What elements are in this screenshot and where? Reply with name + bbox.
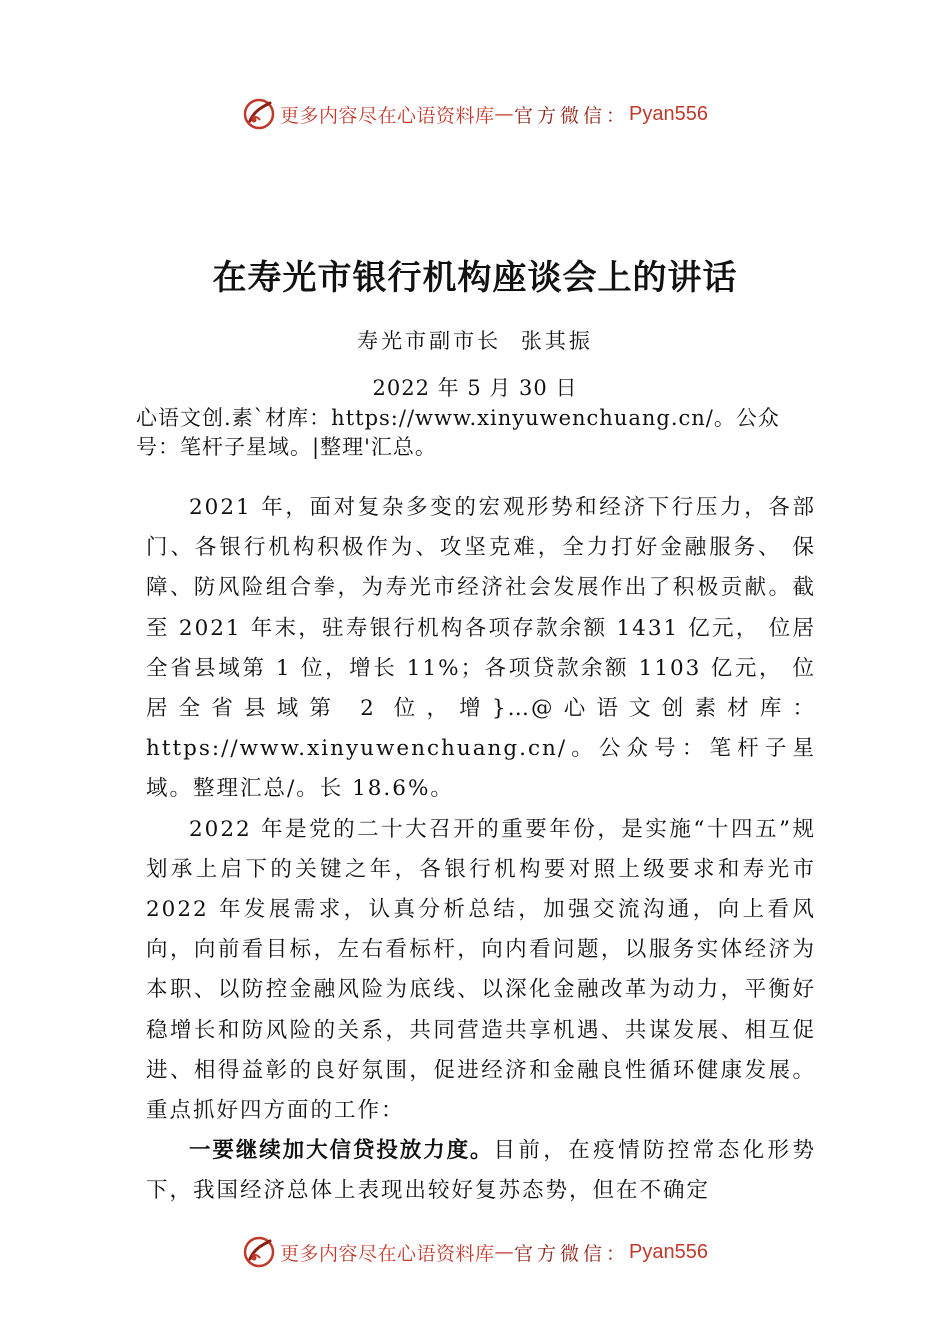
author-line xyxy=(0,325,950,355)
author-name: 张其振 xyxy=(520,329,593,353)
section-heading-1: 一要继续加大信贷投放力度。 xyxy=(189,1138,494,1164)
paragraph-1: 2021 年，面对复杂多变的宏观形势和经济下行压力，各部门、各银行机构积极作为、攻坚克难，全力打好金融服务、 保障、防风险组合拳，为寿光市经济社会发展作出了积极贡献。截至 2021 年末，驻寿银行机构各项存款余额 1431 亿元， 位居全省县域第 1 位，增长 11%；各项贷款余额 1103 亿元， 位居全省县域第 2 位，增}…@心语文创素材库：https://www.xinyuwenchuang.cn/。公众号：笔杆子星域。整理汇总/。长 18.6%。 xyxy=(146,495,816,802)
brush-logo-icon xyxy=(242,1235,276,1269)
document-title: 在寿光市银行机构座谈会上的讲话 xyxy=(212,258,738,298)
banner-text: 更多内容尽在心语资料库 xyxy=(280,1242,495,1265)
document-body xyxy=(146,488,816,1212)
banner-wechat-id: Pyan556 xyxy=(629,102,708,125)
banner-wechat-id: Pyan556 xyxy=(629,1240,708,1263)
banner-wechat-label: 官方微信： xyxy=(514,1242,630,1265)
paragraph-3-text: 目前，在疫情防控常态化形势下，我国经济总体上表现出较好复苏态势，但在不确定 xyxy=(146,1138,816,1204)
header-watermark-banner xyxy=(0,92,950,136)
paragraph-2: 2022 年是党的二十大召开的重要年份，是实施“十四五”规划承上启下的关键之年，各银行机构要对照上级要求和寿光市 2022 年发展需求，认真分析总结，加强交流沟通，向上看风向，向前看目标，左右看标杆，向内看问题，以服务实体经济为本职、以防控金融风险为底线、以深化金融改革为动力，平衡好稳增长和防风险的关系，共同营造共享机遇、共谋发展、相互促进、相得益彰的良好氛围，促进经济和金融良性循环健康发展。重点抓好四方面的工作： xyxy=(146,816,816,1124)
brush-logo-icon xyxy=(242,97,276,131)
paragraph-3 xyxy=(146,1131,816,1211)
footer-watermark-banner xyxy=(0,1230,950,1274)
banner-text: 更多内容尽在心语资料库 xyxy=(280,104,495,127)
document-date: 2022 年 5 月 30 日 xyxy=(372,376,578,400)
author-role: 寿光市副市长 xyxy=(357,329,502,353)
banner-dash: — xyxy=(494,103,515,125)
banner-dash: — xyxy=(494,1241,515,1263)
source-note: 心语文创.素`材库：https://www.xinyuwenchuang.cn/。公众 号：笔杆子星域。|整理'汇总。 xyxy=(136,406,780,459)
banner-wechat-label: 官方微信： xyxy=(514,104,630,127)
